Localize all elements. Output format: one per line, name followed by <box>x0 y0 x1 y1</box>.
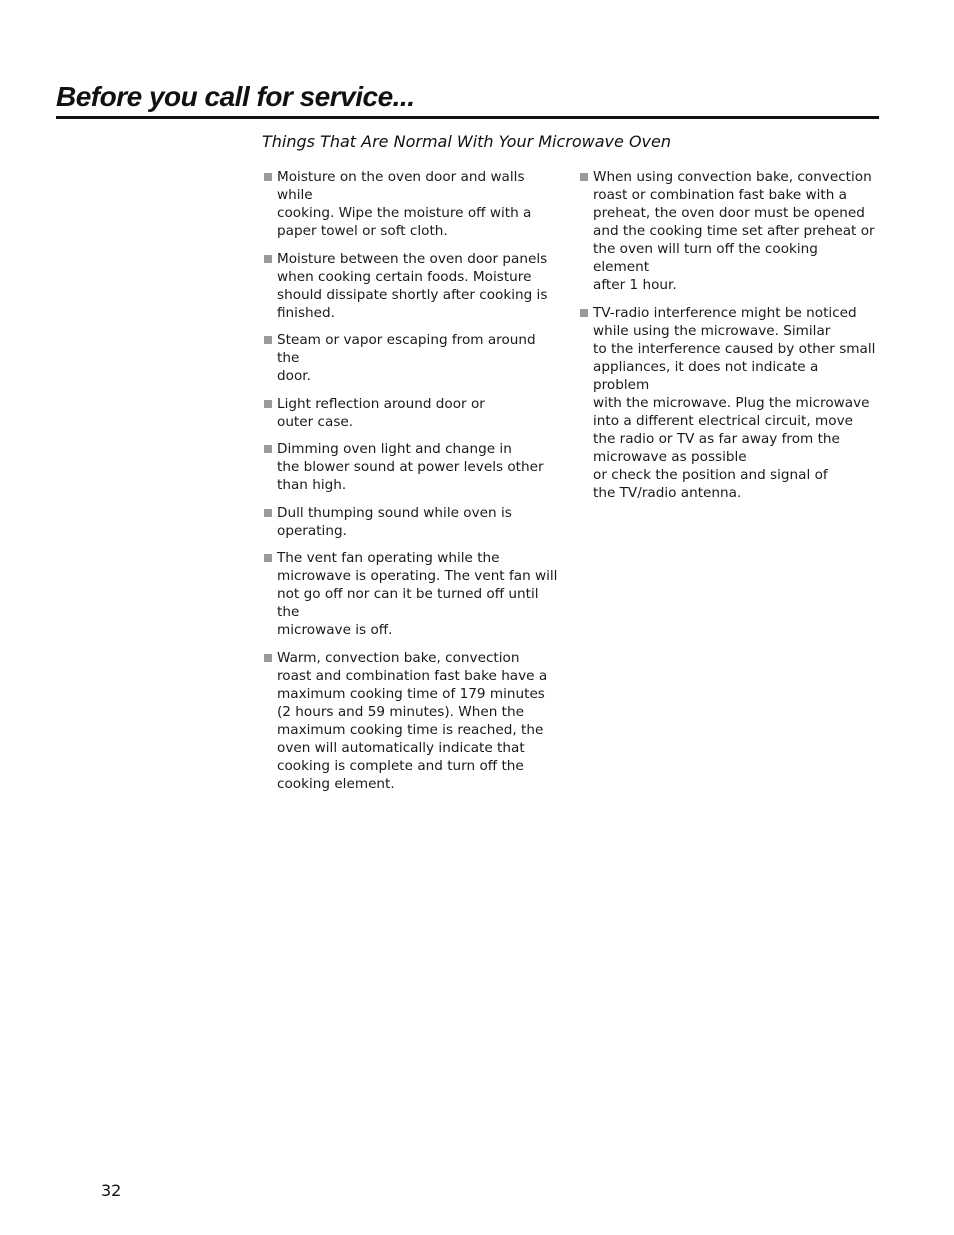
square-bullet-icon <box>264 509 272 517</box>
page-title: Before you call for service... <box>56 81 415 112</box>
square-bullet-icon <box>264 445 272 453</box>
list-item <box>264 331 560 385</box>
square-bullet-icon <box>264 554 272 562</box>
square-bullet-icon <box>264 654 272 662</box>
list-item-text: Dull thumping sound while oven is operating. <box>277 504 512 539</box>
section-heading: Things That Are Normal With Your Microwave Oven <box>262 132 671 151</box>
list-item-text: Warm, convection bake, convection roast and combination fast bake have a maximum cooking time of 179 minutes (2 hours and 59 minutes). When the maximum cooking time is reached, the oven will automatically indicate that cooking is complete and turn off the cooking element. <box>277 649 548 792</box>
list-item <box>264 440 560 494</box>
list-item-text: Dimming oven light and change in the blower sound at power levels other than high. <box>277 441 544 493</box>
list-item <box>264 504 560 540</box>
page-number: 32 <box>101 1181 122 1200</box>
square-bullet-icon <box>580 309 588 317</box>
list-item-text: TV-radio interference might be noticed while using the microwave. Similar to the interference caused by other small appliances, it does not indicate a problem with the microwave. Plug the microwave into a different electrical circuit, move the radio or TV as far away from the microwave as possible or check the position and signal of the TV/radio antenna. <box>593 304 876 501</box>
square-bullet-icon <box>264 255 272 263</box>
square-bullet-icon <box>264 400 272 408</box>
list-item-text: The vent fan operating while the microwave is operating. The vent fan will not go off nor can it be turned off until the microwave is off. <box>277 550 558 638</box>
list-item <box>264 549 560 639</box>
square-bullet-icon <box>580 173 588 181</box>
list-item-text: Steam or vapor escaping from around the door. <box>277 332 536 384</box>
list-item <box>264 649 560 793</box>
square-bullet-icon <box>264 173 272 181</box>
left-column-list <box>264 168 560 802</box>
list-item <box>580 168 876 294</box>
list-item <box>580 304 876 502</box>
right-column-list <box>580 168 876 511</box>
list-item-text: When using convection bake, convection roast or combination fast bake with a preheat, the oven door must be opened and the cooking time set after preheat or the oven will turn off the cooking element after 1 hour. <box>593 169 875 293</box>
list-item <box>264 395 560 431</box>
square-bullet-icon <box>264 336 272 344</box>
list-item <box>264 250 560 322</box>
list-item-text: Light reflection around door or outer case. <box>277 395 485 430</box>
title-rule <box>56 116 879 119</box>
list-item-text: Moisture on the oven door and walls while cooking. Wipe the moisture off with a paper towel or soft cloth. <box>277 169 532 239</box>
list-item <box>264 168 560 240</box>
list-item-text: Moisture between the oven door panels when cooking certain foods. Moisture should dissipate shortly after cooking is finished. <box>277 250 548 321</box>
